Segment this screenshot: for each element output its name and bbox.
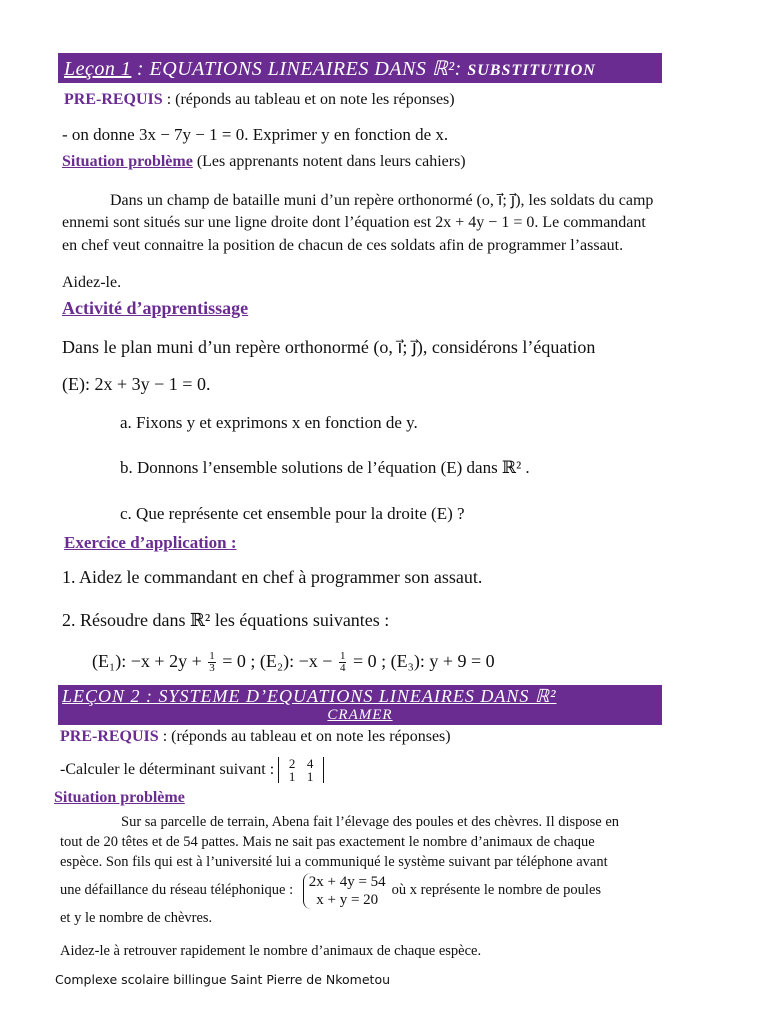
prereq-text: : (réponds au tableau et on note les réponses)	[158, 728, 451, 745]
determinant-matrix	[278, 757, 324, 783]
equation-e2-prefix: = 0 ; (E₂): −x −	[217, 651, 337, 671]
lesson1-help: Aidez-le.	[62, 274, 122, 291]
line4-prefix: une défaillance du réseau téléphonique :	[60, 882, 297, 898]
lesson2-line4	[60, 872, 601, 909]
system-equation-1: 2x + 4y = 54	[308, 873, 386, 890]
lesson1-prereq-question: - on donne 3x − 7y − 1 = 0. Exprimer y en fonction de x.	[62, 125, 449, 144]
exercise-item-2: 2. Résoudre dans ℝ² les équations suivantes :	[62, 610, 390, 630]
determinant-d: 1	[306, 769, 314, 785]
situation-label: Situation problème	[62, 153, 193, 170]
lesson2-title: LEÇON 2 : SYSTEME D’EQUATIONS LINEAIRES DANS ℝ²	[62, 686, 557, 706]
determinant-text: -Calculer le déterminant suivant :	[60, 761, 279, 778]
lesson2-line5: et y le nombre de chèvres.	[60, 910, 213, 926]
lesson1-situation-line2: ennemi sont situés sur une ligne droite dont l’équation est 2x + 4y − 1 = 0. Le commandant	[62, 214, 646, 231]
fraction-one-third	[208, 651, 216, 674]
situation-note: (Les apprenants notent dans leurs cahiers)	[192, 153, 466, 170]
determinant-a: 2	[288, 756, 296, 772]
lesson2-prereq	[60, 728, 451, 746]
exercise-item-1: 1. Aidez le commandant en chef à programmer son assaut.	[62, 567, 483, 587]
lesson1-title	[64, 56, 596, 81]
lesson1-situation-heading	[62, 153, 466, 171]
lesson1-situation-line1: Dans un champ de bataille muni d’un repère orthonormé (o, i⃗; j⃗), les soldats du camp	[110, 192, 654, 209]
activity-heading: Activité d’apprentissage	[62, 298, 249, 318]
lesson2-help: Aidez-le à retrouver rapidement le nombre d’animaux de chaque espèce.	[60, 943, 482, 959]
exercise-heading: Exercice d’application :	[64, 533, 237, 552]
activity-item-b: b. Donnons l’ensemble solutions de l’équation (E) dans ℝ² .	[120, 458, 530, 477]
lesson2-determinant	[60, 757, 324, 783]
determinant-c: 1	[288, 769, 296, 785]
exercise-equations	[92, 648, 495, 674]
lesson1-method: SUBSTITUTION	[467, 62, 596, 79]
equation-system	[303, 873, 386, 909]
fraction-numerator: 1	[209, 650, 215, 663]
lesson1-number: Leçon 1	[64, 58, 132, 80]
fraction-denominator: 4	[339, 662, 346, 675]
activity-line1: Dans le plan muni d’un repère orthonormé (o, i⃗; j⃗), considérons l’équation	[62, 337, 596, 357]
system-equation-2: x + y = 20	[316, 891, 379, 908]
line4-suffix: où x représente le nombre de poules	[391, 882, 602, 898]
fraction-numerator: 1	[339, 650, 346, 663]
footer: Complexe scolaire billingue Saint Pierre de Nkometou	[55, 972, 391, 987]
lesson1-prereq	[64, 91, 455, 109]
lesson1-situation-line3: en chef veut connaitre la position de chacun de ces soldats afin de programmer l’assaut.	[62, 237, 624, 254]
lesson2-method: CRAMER	[327, 707, 393, 723]
equation-e3: = 0 ; (E₃): y + 9 = 0	[348, 651, 495, 671]
activity-item-a: a. Fixons y et exprimons x en fonction de y.	[120, 413, 418, 432]
lesson2-line2: tout de 20 têtes et de 54 pattes. Mais ne sait pas exactement le nombre d’animaux de chaque	[60, 834, 595, 850]
fraction-one-quarter	[339, 651, 347, 674]
lesson2-banner	[58, 685, 662, 725]
activity-item-c: c. Que représente cet ensemble pour la droite (E) ?	[120, 504, 465, 523]
prereq-label: PRE-REQUIS	[60, 728, 159, 745]
equation-e1-prefix: (E₁): −x + 2y +	[92, 651, 207, 671]
lesson2-situation-heading: Situation problème	[54, 789, 185, 806]
lesson2-line3: espèce. Son fils qui est à l’université lui a communiqué le système suivant par téléphone avant	[60, 854, 608, 870]
prereq-text: : (réponds au tableau et on note les réponses)	[162, 91, 455, 108]
lesson2-line1: Sur sa parcelle de terrain, Abena fait l’élevage des poules et des chèvres. Il dispose en	[121, 814, 620, 830]
fraction-denominator: 3	[209, 662, 215, 675]
activity-line2: (E): 2x + 3y − 1 = 0.	[62, 374, 211, 394]
lesson1-topic: : EQUATIONS LINEAIRES DANS ℝ²:	[131, 58, 468, 80]
prereq-label: PRE-REQUIS	[64, 91, 163, 108]
determinant-b: 4	[306, 756, 314, 772]
lesson1-banner	[58, 53, 662, 83]
